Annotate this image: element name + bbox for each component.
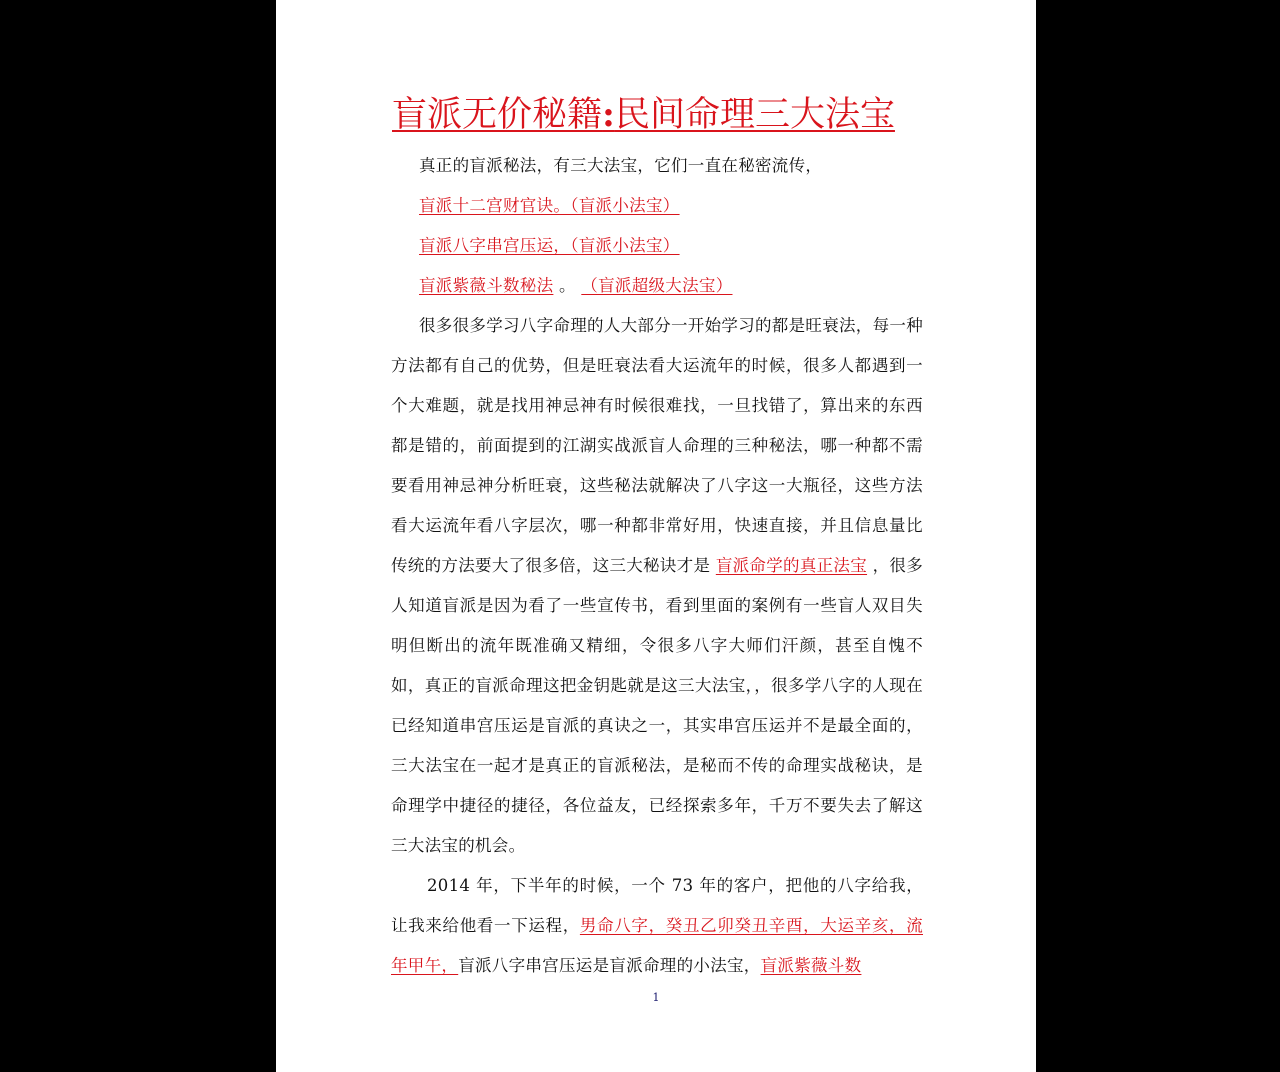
title-part2: 民间命理三大法宝	[614, 95, 895, 135]
intro-line: 真正的盲派秘法，有三大法宝，它们一直在秘密流传，	[419, 156, 823, 175]
treasure-1-text: 盲派十二宫财官诀。（盲派小法宝）	[419, 196, 680, 215]
paragraph1-before: 很多很多学习八字命理的人大部分一开始学习的都是旺衰法，每一种方法都有自己的优势，但是旺衰法看大运流年的时候，很多人都遇到一个大难题，就是找用神忌神有时候很难找，一旦找错了，算出来的东西都是错的，前面提到的江湖实战派盲人命理的三种秘法，哪一种都不需要看用神忌神分析旺衰，这些秘法就解决了八字这一大瓶径，这些方法看大运流年看八字层次，哪一种都非常好用，快速直接，并且信息量比传统的方法要大了很多倍，这三大秘诀才是	[391, 316, 923, 575]
treasure-3-separator: 。	[553, 276, 582, 295]
paragraph2-highlight2: 盲派紫薇斗数	[760, 956, 862, 975]
treasure-item-1	[391, 186, 923, 226]
paragraph1-after: ，很多人知道盲派是因为看了一些宣传书，看到里面的案例有一些盲人双目失明但断出的流年既准确又精细，令很多八字大师们汗颜，甚至自愧不如，真正的盲派命理这把金钥匙就是这三大法宝，，很多学八字的人现在已经知道串宫压运是盲派的真诀之一，其实串宫压运并不是最全面的，三大法宝在一起才是真正的盲派秘法，是秘而不传的命理实战秘诀，是命理学中捷径的捷径，各位益友，已经探索多年，千万不要失去了解这三大法宝的机会。	[391, 556, 924, 855]
title-colon: :	[602, 94, 615, 135]
paragraph1-highlight: 盲派命学的真正法宝	[715, 556, 868, 575]
treasure-item-2	[391, 226, 923, 266]
paragraph2-before: 2014 年，下半年的时候，一个 73 年的客户，把他的八字给我，让我来给他看一下运程，	[391, 876, 923, 935]
body-paragraph-1	[391, 306, 923, 866]
document-body	[391, 146, 923, 986]
treasure-3-label: （盲派超级大法宝）	[581, 276, 733, 295]
treasure-2-text: 盲派八字串宫压运，（盲派小法宝）	[419, 236, 680, 255]
treasure-item-3	[391, 266, 923, 306]
paragraph2-middle: 盲派八字串宫压运是盲派命理的小法宝，	[458, 956, 761, 975]
treasure-3-name: 盲派紫薇斗数秘法	[419, 276, 554, 295]
body-paragraph-2	[391, 866, 923, 986]
document-title	[392, 92, 895, 138]
page-number: 1	[652, 991, 660, 1004]
paragraph2-highlight1: 男命八字，癸丑乙卯癸丑辛酉，大运辛亥，流年甲午，	[391, 916, 923, 975]
title-part1: 盲派无价秘籍	[392, 95, 603, 135]
document-page	[276, 0, 1036, 1072]
